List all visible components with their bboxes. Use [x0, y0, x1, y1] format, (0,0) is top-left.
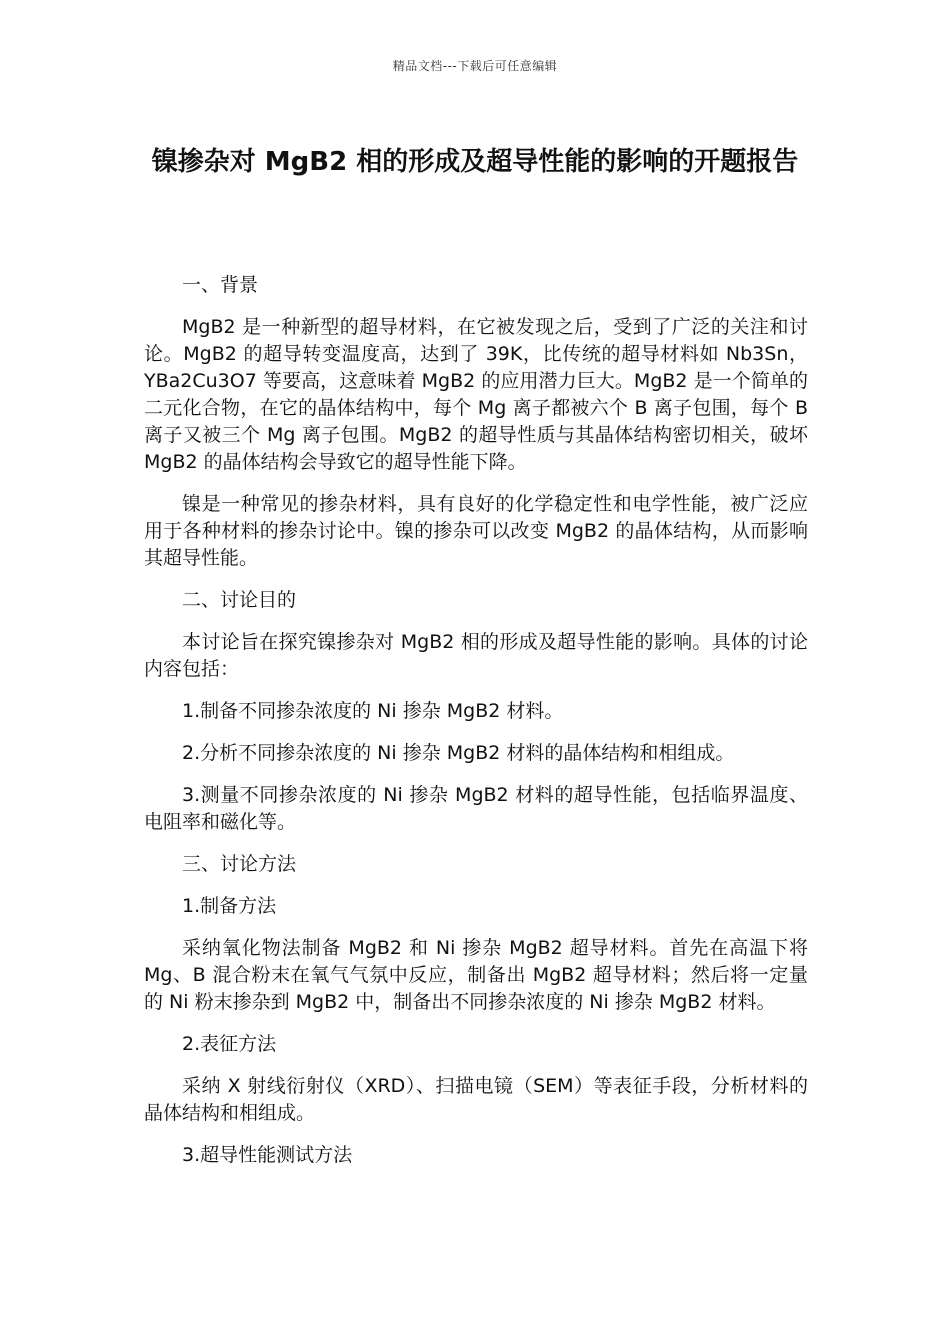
list-item: 3.测量不同掺杂浓度的 Ni 掺杂 MgB2 材料的超导性能，包括临界温度、电阻率和磁化等。 — [144, 784, 808, 833]
list-item: 2.分析不同掺杂浓度的 Ni 掺杂 MgB2 材料的晶体结构和相组成。 — [182, 742, 735, 764]
page-header: 精品文档---下载后可任意编辑 — [392, 59, 558, 73]
section-heading-methods: 三、讨论方法 — [182, 853, 297, 875]
document-title: 镍掺杂对 MgB2 相的形成及超导性能的影响的开题报告 — [151, 147, 799, 177]
paragraph-nickel-doping: 镍是一种常见的掺杂材料，具有良好的化学稳定性和电学性能，被广泛应用于各种材料的掺杂讨论中。镍的掺杂可以改变 MgB2 的晶体结构，从而影响其超导性能。 — [144, 493, 808, 569]
paragraph-preparation: 采纳氧化物法制备 MgB2 和 Ni 掺杂 MgB2 超导材料。首先在高温下将 Mg、B 混合粉末在氧气气氛中反应，制备出 MgB2 超导材料；然后将一定量的 Ni 粉末掺杂到 MgB2 中，制备出不同掺杂浓度的 Ni 掺杂 MgB2 材料。 — [144, 937, 808, 1013]
section-heading-background: 一、背景 — [182, 274, 259, 296]
subheading-testing: 3.超导性能测试方法 — [182, 1144, 353, 1166]
paragraph-mgb2-intro: MgB2 是一种新型的超导材料，在它被发现之后，受到了广泛的关注和讨论。MgB2 的超导转变温度高，达到了 39K，比传统的超导材料如 Nb3Sn，YBa2Cu3O7 等要高，这意味着 MgB2 的应用潜力巨大。MgB2 是一个简单的二元化合物，在它的晶体结构中，每个 Mg 离子都被六个 B 离子包围，每个 B 离子又被三个 Mg 离子包围。MgB2 的超导性质与其晶体结构密切相关，破坏 MgB2 的晶体结构会导致它的超导性能下降。 — [144, 316, 808, 473]
document-body — [144, 272, 808, 1184]
list-item: 1.制备不同掺杂浓度的 Ni 掺杂 MgB2 材料。 — [182, 700, 564, 722]
subheading-preparation: 1.制备方法 — [182, 895, 277, 917]
section-heading-purpose: 二、讨论目的 — [182, 589, 297, 611]
paragraph-purpose: 本讨论旨在探究镍掺杂对 MgB2 相的形成及超导性能的影响。具体的讨论内容包括： — [144, 631, 808, 680]
subheading-characterization: 2.表征方法 — [182, 1033, 277, 1055]
paragraph-characterization: 采纳 X 射线衍射仪（XRD）、扫描电镜（SEM）等表征手段，分析材料的晶体结构和相组成。 — [144, 1075, 808, 1124]
